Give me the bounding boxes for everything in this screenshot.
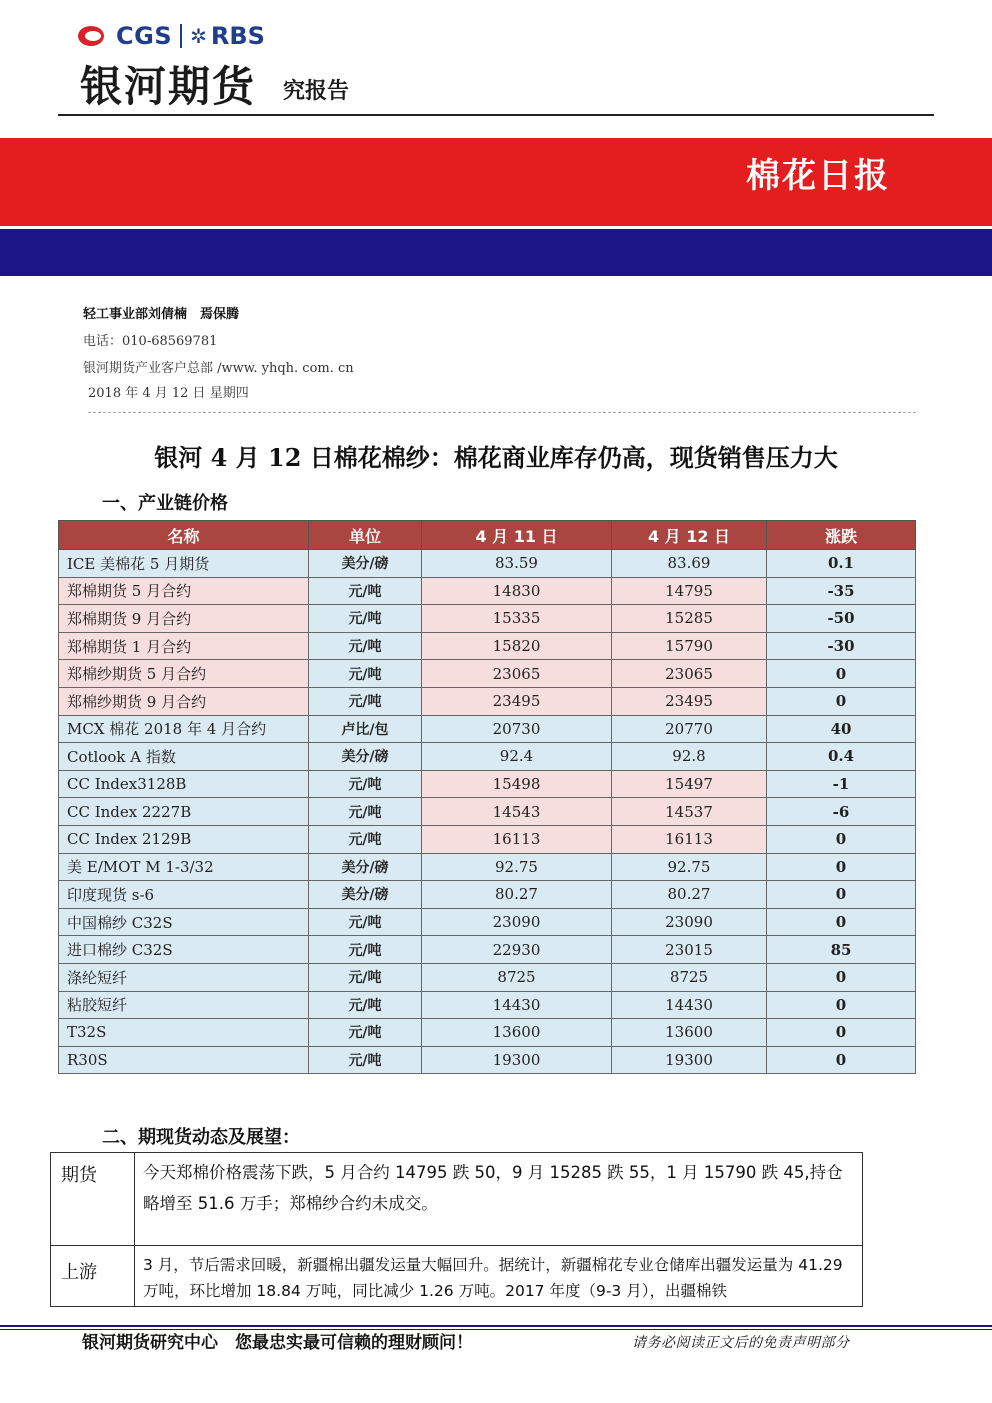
header-divider bbox=[58, 114, 934, 116]
cell-apr12: 16113 bbox=[612, 825, 767, 853]
cell-change: 85 bbox=[767, 936, 916, 964]
cell-change: 0 bbox=[767, 687, 916, 715]
table-row bbox=[59, 743, 916, 771]
table-row bbox=[59, 550, 916, 578]
cell-name: Cotlook A 指数 bbox=[59, 743, 309, 771]
cell-unit: 元/吨 bbox=[309, 770, 422, 798]
table-row bbox=[59, 715, 916, 743]
cell-name: CC Index 2129B bbox=[59, 825, 309, 853]
cell-name: 郑棉纱期货 5 月合约 bbox=[59, 660, 309, 688]
cell-apr11: 14543 bbox=[422, 798, 612, 826]
cell-change: -6 bbox=[767, 798, 916, 826]
section-2-title: 二、期现货动态及展望： bbox=[102, 1127, 300, 1148]
cell-unit: 元/吨 bbox=[309, 577, 422, 605]
cell-name: 进口棉纱 C32S bbox=[59, 936, 309, 964]
banner-title: 棉花日报 bbox=[746, 156, 890, 196]
cell-apr12: 23495 bbox=[612, 687, 767, 715]
cell-apr11: 14430 bbox=[422, 991, 612, 1019]
table-row bbox=[59, 825, 916, 853]
cell-apr11: 13600 bbox=[422, 1019, 612, 1047]
cell-unit: 元/吨 bbox=[309, 991, 422, 1019]
logo bbox=[78, 20, 265, 52]
cell-change: 0.4 bbox=[767, 743, 916, 771]
cell-apr12: 8725 bbox=[612, 963, 767, 991]
cell-unit: 美分/磅 bbox=[309, 743, 422, 771]
cell-unit: 卢比/包 bbox=[309, 715, 422, 743]
cell-apr11: 8725 bbox=[422, 963, 612, 991]
website[interactable]: 银河期货产业客户总部 /www. yhqh. com. cn bbox=[83, 361, 354, 376]
table-row bbox=[51, 1246, 863, 1307]
cell-apr11: 23495 bbox=[422, 687, 612, 715]
table-row bbox=[59, 908, 916, 936]
cell-unit: 元/吨 bbox=[309, 908, 422, 936]
table-row bbox=[59, 770, 916, 798]
cell-unit: 元/吨 bbox=[309, 936, 422, 964]
cell-apr12: 23015 bbox=[612, 936, 767, 964]
cell-change: -35 bbox=[767, 577, 916, 605]
cell-name: CC Index 2227B bbox=[59, 798, 309, 826]
outlook-text-futures: 今天郑棉价格震荡下跌，5 月合约 14795 跌 50，9 月 15285 跌 55，1 月 15790 跌 45,持仓略增至 51.6 万手；郑棉纱合约未成交。 bbox=[135, 1153, 863, 1246]
footer-slogan: 银河期货研究中心 您最忠实最可信赖的理财顾问！ bbox=[82, 1333, 473, 1353]
cell-apr11: 92.4 bbox=[422, 743, 612, 771]
cgs-swirl-icon bbox=[78, 23, 108, 49]
table-row bbox=[59, 1046, 916, 1074]
cell-name: CC Index3128B bbox=[59, 770, 309, 798]
cell-apr11: 19300 bbox=[422, 1046, 612, 1074]
col-header-apr12: 4 月 12 日 bbox=[612, 521, 767, 550]
cell-apr11: 15498 bbox=[422, 770, 612, 798]
cell-name: T32S bbox=[59, 1019, 309, 1047]
phone: 电话：010-68569781 bbox=[83, 334, 218, 349]
cell-name: 粘胶短纤 bbox=[59, 991, 309, 1019]
outlook-text-upstream: 3 月，节后需求回暖，新疆棉出疆发运量大幅回升。据统计，新疆棉花专业仓储库出疆发运量为 41.29 万吨，环比增加 18.84 万吨，同比减少 1.26 万吨。2017 年度（9-3 月），出疆棉铁 bbox=[135, 1246, 863, 1307]
cell-unit: 元/吨 bbox=[309, 825, 422, 853]
cell-change: 0 bbox=[767, 1019, 916, 1047]
cell-name: 美 E/MOT M 1-3/32 bbox=[59, 853, 309, 881]
cell-apr11: 22930 bbox=[422, 936, 612, 964]
author-names: 轻工事业部刘倩楠 焉保腾 bbox=[83, 307, 240, 322]
logo-divider bbox=[180, 24, 182, 48]
cell-apr11: 16113 bbox=[422, 825, 612, 853]
table-row bbox=[59, 577, 916, 605]
table-row bbox=[59, 605, 916, 633]
table-row bbox=[59, 632, 916, 660]
cell-name: 郑棉期货 5 月合约 bbox=[59, 577, 309, 605]
cell-change: 0.1 bbox=[767, 550, 916, 578]
cell-change: 0 bbox=[767, 908, 916, 936]
cell-apr11: 15335 bbox=[422, 605, 612, 633]
cell-change: 0 bbox=[767, 825, 916, 853]
cell-apr12: 83.69 bbox=[612, 550, 767, 578]
cell-apr11: 80.27 bbox=[422, 881, 612, 909]
cell-unit: 美分/磅 bbox=[309, 881, 422, 909]
cell-apr12: 92.75 bbox=[612, 853, 767, 881]
cell-change: 0 bbox=[767, 853, 916, 881]
cell-apr12: 92.8 bbox=[612, 743, 767, 771]
col-header-name: 名称 bbox=[59, 521, 309, 550]
outlook-label-upstream: 上游 bbox=[51, 1246, 135, 1307]
cell-name: 郑棉期货 1 月合约 bbox=[59, 632, 309, 660]
cell-apr11: 92.75 bbox=[422, 853, 612, 881]
cell-unit: 元/吨 bbox=[309, 660, 422, 688]
cell-name: 郑棉期货 9 月合约 bbox=[59, 605, 309, 633]
cell-apr12: 14795 bbox=[612, 577, 767, 605]
cell-apr11: 23090 bbox=[422, 908, 612, 936]
cell-name: 印度现货 s-6 bbox=[59, 881, 309, 909]
table-row bbox=[59, 853, 916, 881]
table-row bbox=[59, 963, 916, 991]
cell-unit: 元/吨 bbox=[309, 605, 422, 633]
cell-unit: 美分/磅 bbox=[309, 550, 422, 578]
table-row bbox=[59, 881, 916, 909]
cell-unit: 元/吨 bbox=[309, 963, 422, 991]
col-header-unit: 单位 bbox=[309, 521, 422, 550]
table-row bbox=[59, 660, 916, 688]
cell-apr11: 14830 bbox=[422, 577, 612, 605]
cell-apr12: 80.27 bbox=[612, 881, 767, 909]
cell-name: 中国棉纱 C32S bbox=[59, 908, 309, 936]
report-title: 银河 4 月 12 日棉花棉纱：棉花商业库存仍高，现货销售压力大 bbox=[154, 443, 838, 472]
cell-apr12: 15790 bbox=[612, 632, 767, 660]
blue-banner bbox=[0, 229, 992, 276]
cell-unit: 元/吨 bbox=[309, 632, 422, 660]
table-row bbox=[59, 991, 916, 1019]
cell-unit: 美分/磅 bbox=[309, 853, 422, 881]
cell-change: 0 bbox=[767, 963, 916, 991]
dashed-divider bbox=[88, 412, 916, 413]
section-1-title: 一、产业链价格 bbox=[102, 493, 228, 514]
cell-apr12: 20770 bbox=[612, 715, 767, 743]
cell-apr12: 15285 bbox=[612, 605, 767, 633]
cell-apr12: 19300 bbox=[612, 1046, 767, 1074]
logo-cgs: CGS bbox=[116, 22, 173, 50]
report-date: 2018 年 4 月 12 日 星期四 bbox=[88, 386, 249, 401]
table-row bbox=[59, 1019, 916, 1047]
cell-unit: 元/吨 bbox=[309, 798, 422, 826]
cell-name: 郑棉纱期货 9 月合约 bbox=[59, 687, 309, 715]
col-header-apr11: 4 月 11 日 bbox=[422, 521, 612, 550]
cell-apr11: 83.59 bbox=[422, 550, 612, 578]
cell-change: 0 bbox=[767, 1046, 916, 1074]
cell-apr11: 20730 bbox=[422, 715, 612, 743]
table-row bbox=[51, 1153, 863, 1246]
logo-rbs bbox=[190, 22, 265, 50]
cell-apr12: 14430 bbox=[612, 991, 767, 1019]
cell-apr12: 14537 bbox=[612, 798, 767, 826]
cell-change: 0 bbox=[767, 660, 916, 688]
cell-change: 0 bbox=[767, 991, 916, 1019]
outlook-label-futures: 期货 bbox=[51, 1153, 135, 1246]
footer-disclaimer[interactable]: 请务必阅读正文后的免责声明部分 bbox=[632, 1335, 850, 1351]
cell-apr11: 23065 bbox=[422, 660, 612, 688]
logo-rbs-text: RBS bbox=[210, 22, 265, 50]
cell-name: ICE 美棉花 5 月期货 bbox=[59, 550, 309, 578]
cell-unit: 元/吨 bbox=[309, 1019, 422, 1047]
table-row bbox=[59, 687, 916, 715]
col-header-change: 涨跌 bbox=[767, 521, 916, 550]
table-row bbox=[59, 798, 916, 826]
cell-apr11: 15820 bbox=[422, 632, 612, 660]
cell-unit: 元/吨 bbox=[309, 687, 422, 715]
cell-change: 40 bbox=[767, 715, 916, 743]
cell-name: MCX 棉花 2018 年 4 月合约 bbox=[59, 715, 309, 743]
cell-change: -50 bbox=[767, 605, 916, 633]
cell-apr12: 13600 bbox=[612, 1019, 767, 1047]
cell-change: -1 bbox=[767, 770, 916, 798]
cell-name: 涤纶短纤 bbox=[59, 963, 309, 991]
cell-unit: 元/吨 bbox=[309, 1046, 422, 1074]
table-row bbox=[59, 936, 916, 964]
outlook-table bbox=[50, 1152, 863, 1307]
footer-rule bbox=[0, 1325, 992, 1327]
rbs-daisy-icon: ✲ bbox=[190, 24, 207, 48]
report-type: 究报告 bbox=[283, 79, 350, 104]
cell-apr12: 15497 bbox=[612, 770, 767, 798]
cell-change: 0 bbox=[767, 881, 916, 909]
cell-apr12: 23065 bbox=[612, 660, 767, 688]
cell-change: -30 bbox=[767, 632, 916, 660]
price-table bbox=[58, 520, 916, 1074]
cell-name: R30S bbox=[59, 1046, 309, 1074]
cell-apr12: 23090 bbox=[612, 908, 767, 936]
company-name: 银河期货 bbox=[80, 62, 257, 111]
table-header-row bbox=[59, 521, 916, 550]
